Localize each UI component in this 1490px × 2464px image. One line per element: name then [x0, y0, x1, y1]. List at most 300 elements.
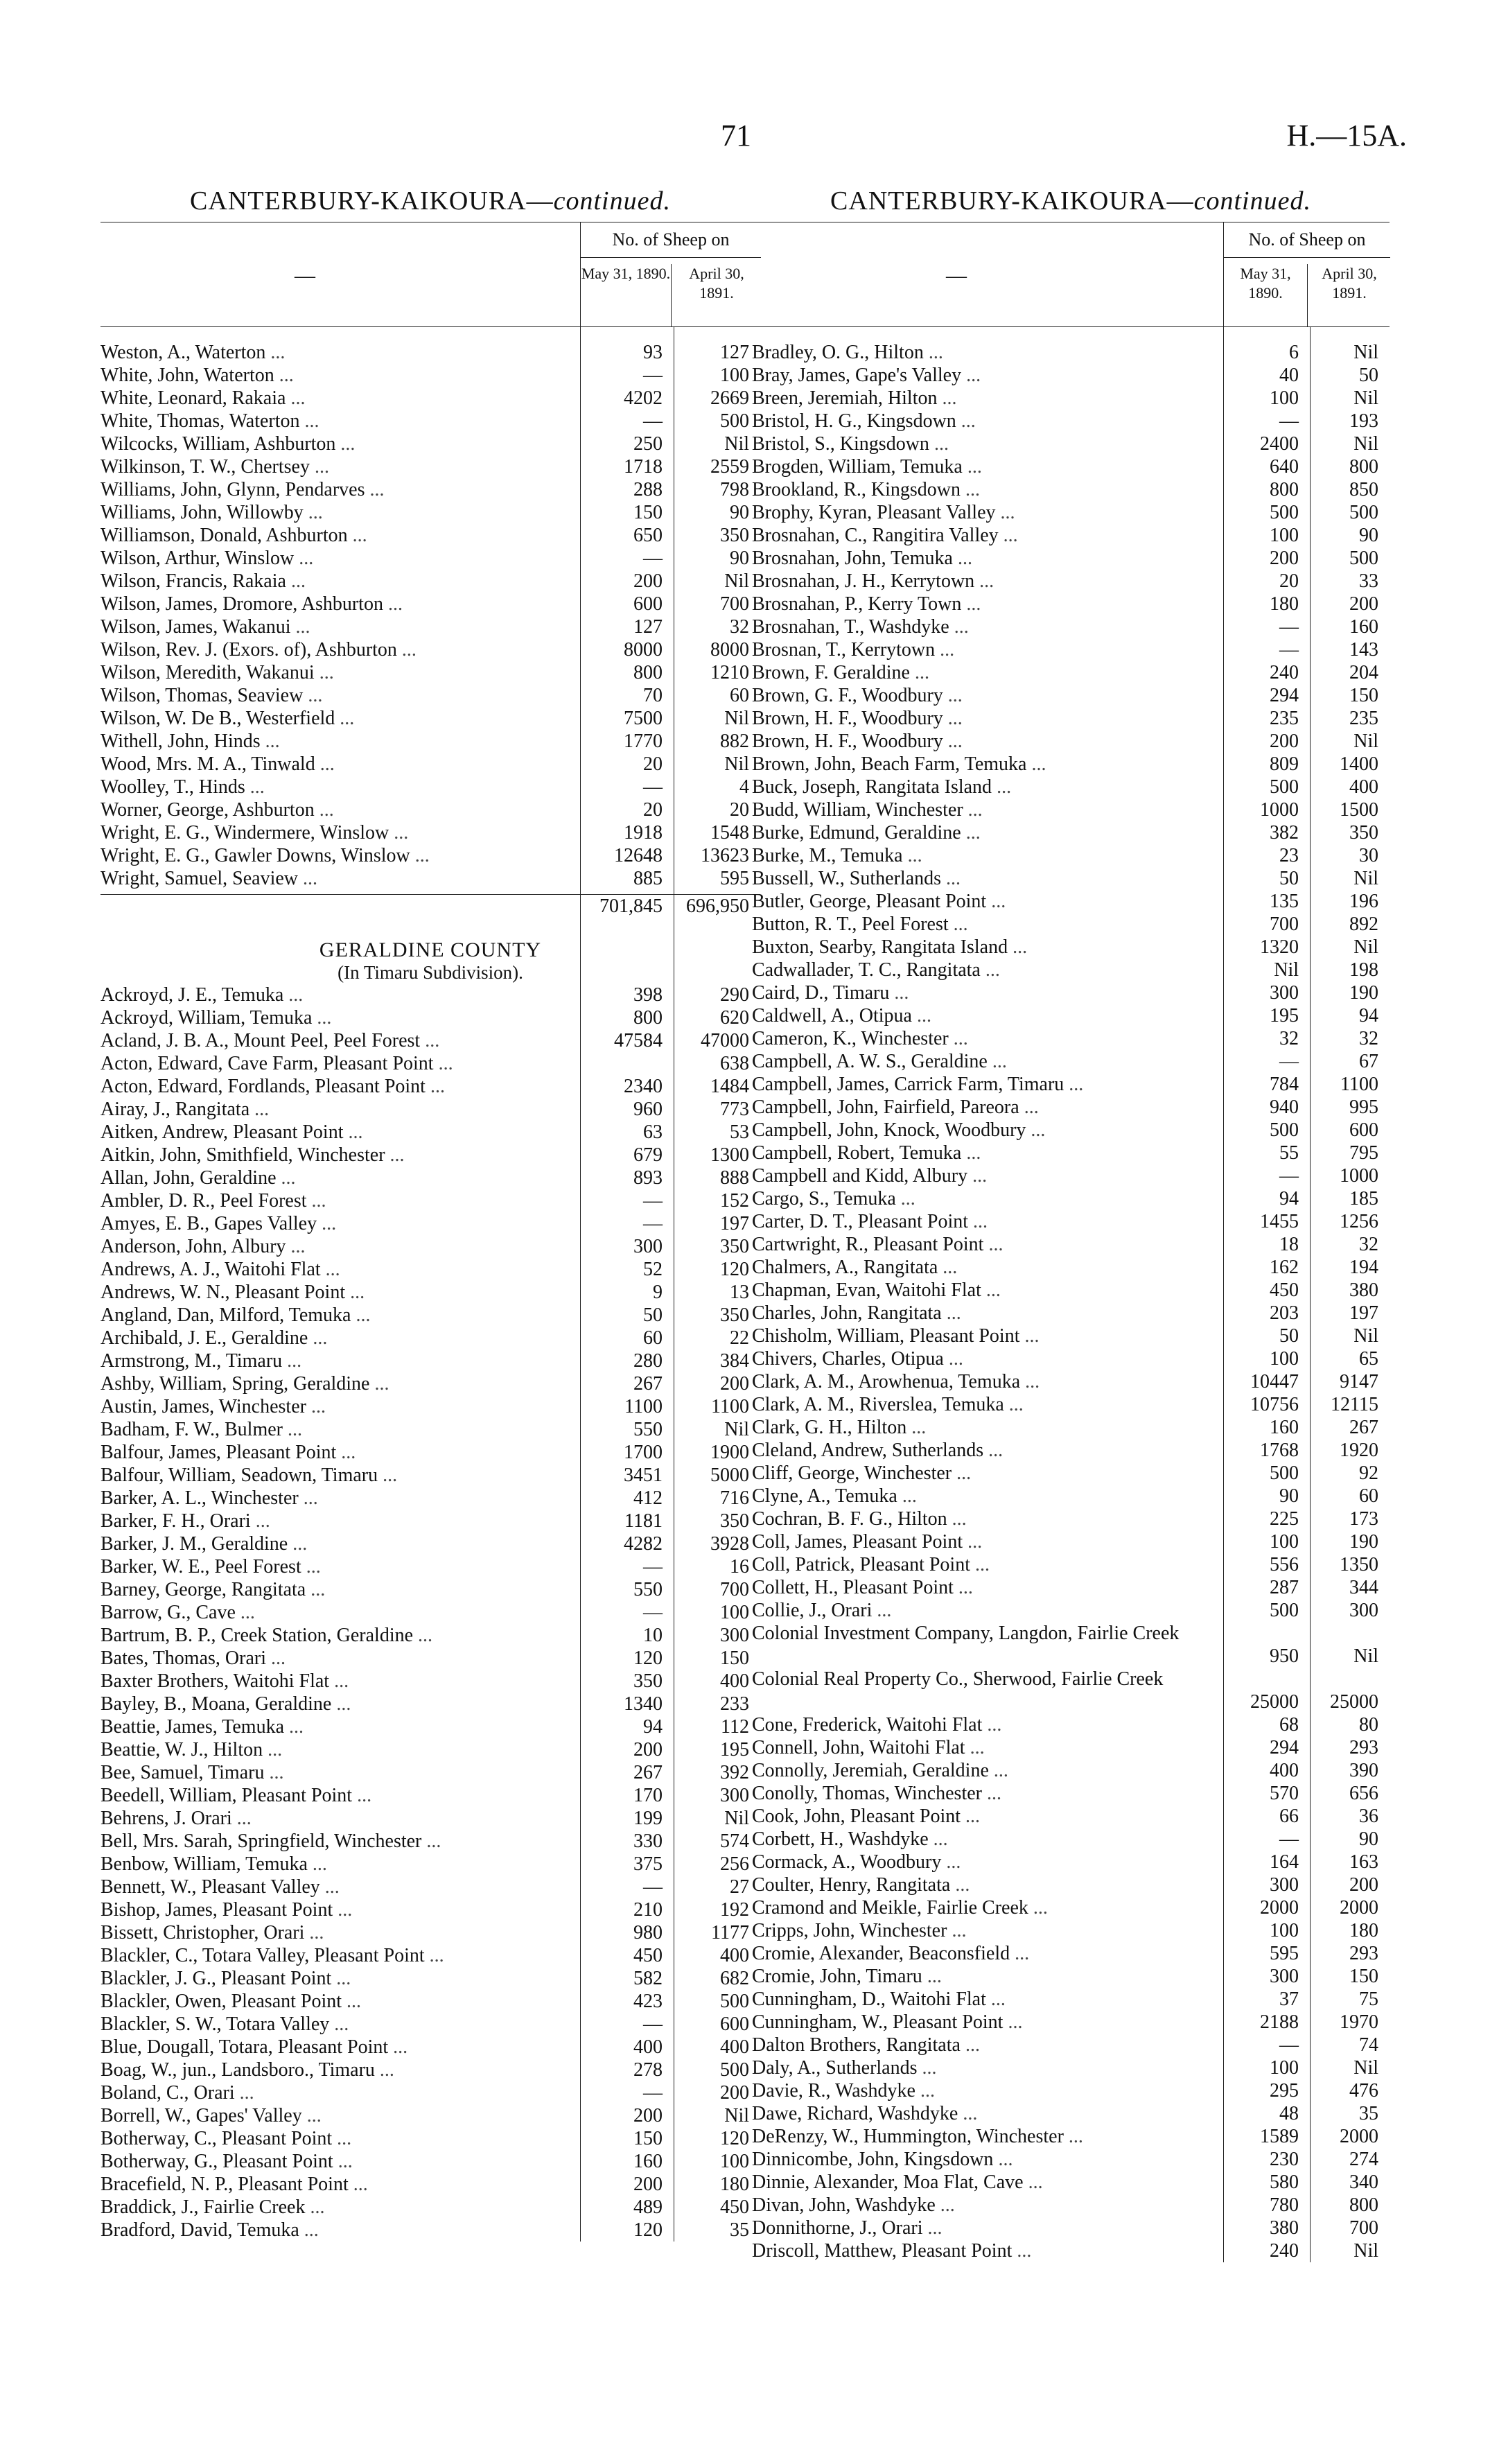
sheep-1890: 48 — [1279, 2103, 1299, 2124]
holder-name: Dawe, Richard, Washdyke — [752, 2103, 958, 2124]
table-row: Bracefield, N. P., Pleasant Point ... 200 180 — [100, 2173, 760, 2196]
holder-name: Beattie, James, Temuka — [100, 1716, 285, 1738]
table-row: Barker, W. E., Peel Forest ... — 16 — [100, 1555, 760, 1578]
table-row: Dinnie, Alexander, Moa Flat, Cave ... 580 340 — [752, 2171, 1390, 2194]
sheep-1891: 47000 — [701, 1030, 749, 1051]
sheep-1890: 100 — [1270, 2057, 1299, 2079]
sheep-1890: 893 — [633, 1167, 663, 1189]
sheep-1890: 100 — [1270, 1920, 1299, 1941]
sheep-1891: 90 — [1359, 525, 1378, 546]
sheep-1891: 293 — [1349, 1737, 1378, 1758]
sheep-1890: — — [1279, 1828, 1299, 1850]
sheep-1891: 256 — [720, 1853, 749, 1875]
table-row: Andrews, W. N., Pleasant Point ... 9 13 — [100, 1281, 760, 1304]
sheep-1891: 12115 — [1331, 1394, 1378, 1415]
sheep-1890: 1768 — [1260, 1440, 1299, 1461]
left-table-header — [100, 222, 760, 327]
holder-name: Boland, C., Orari — [100, 2082, 235, 2104]
sheep-1890: 100 — [1270, 1348, 1299, 1370]
sheep-1891: 716 — [720, 1487, 749, 1509]
sheep-1891: 392 — [720, 1762, 749, 1783]
table-row: Bayley, B., Moana, Geraldine ... 1340 233 — [100, 1693, 760, 1715]
table-row: Butler, George, Pleasant Point ... 135 196 — [752, 890, 1390, 913]
sheep-1890: 9 — [653, 1282, 663, 1303]
sheep-1890 — [580, 1052, 674, 1075]
sheep-1890: 250 — [633, 433, 663, 455]
holder-name: Carter, D. T., Pleasant Point — [752, 1211, 969, 1232]
holder-name: Aitkin, John, Smithfield, Winchester — [100, 1144, 385, 1166]
sheep-1890: 7500 — [624, 708, 663, 729]
right-column — [752, 180, 1390, 2262]
holder-name: Brosnahan, J. H., Kerrytown — [752, 570, 975, 592]
right-table-body — [752, 327, 1390, 2262]
sheep-1890: 10447 — [1250, 1371, 1299, 1392]
holder-name: Clark, G. H., Hilton — [752, 1417, 907, 1438]
holder-name: Brown, John, Beach Farm, Temuka — [752, 753, 1027, 775]
holder-name: Bayley, B., Moana, Geraldine — [100, 1693, 332, 1715]
sheep-1891: 32 — [1359, 1028, 1378, 1049]
table-row: Blackler, J. G., Pleasant Point ... 582 682 — [100, 1967, 760, 1990]
table-row: Campbell, James, Carrick Farm, Timaru ... 784 1100 — [752, 1073, 1390, 1096]
table-row: Barrow, G., Cave ... — 100 — [100, 1601, 760, 1624]
table-row: Allan, John, Geraldine ... 893 888 — [100, 1167, 760, 1189]
table-row: Campbell and Kidd, Albury ... — 1000 — [752, 1164, 1390, 1187]
table-row: Clark, A. M., Arowhenua, Temuka ... 10447 9147 — [752, 1370, 1390, 1393]
table-row: Bell, Mrs. Sarah, Springfield, Winchester ... 330 574 — [100, 1830, 760, 1853]
sheep-1890: — — [1279, 410, 1299, 432]
sheep-1890: 52 — [643, 1259, 663, 1280]
table-row: Woolley, T., Hinds ... — 4 — [100, 776, 760, 798]
table-row: Amyes, E. B., Gapes Valley ... — 197 — [100, 1212, 760, 1235]
sheep-1890: 450 — [1270, 1279, 1299, 1301]
table-row: Benbow, William, Temuka ... 375 256 — [100, 1853, 760, 1876]
page-reference: H.—15A. — [1286, 119, 1407, 152]
holder-name: Barker, W. E., Peel Forest — [100, 1556, 301, 1578]
sheep-1891: 600 — [1349, 1119, 1378, 1141]
sheep-1890: 287 — [1270, 1577, 1299, 1598]
holder-name: Coulter, Henry, Rangitata — [752, 1874, 951, 1896]
holder-name: Campbell, James, Carrick Farm, Timaru — [752, 1074, 1064, 1095]
left-column-title: CANTERBURY-KAIKOURA—continued. — [190, 186, 671, 216]
sheep-1890: 550 — [633, 1419, 663, 1440]
holder-name: Chapman, Evan, Waitohi Flat — [752, 1279, 981, 1301]
holder-name: Beattie, W. J., Hilton — [100, 1739, 263, 1760]
table-row: Armstrong, M., Timaru ... 280 384 — [100, 1349, 760, 1372]
sheep-1891: 850 — [1349, 479, 1378, 500]
sheep-1891: Nil — [1353, 2240, 1378, 2262]
sheep-1891: 290 — [720, 984, 749, 1006]
holder-name: Collett, H., Pleasant Point — [752, 1577, 954, 1598]
holder-name: Wilcocks, William, Ashburton — [100, 433, 336, 455]
total-row — [100, 894, 760, 918]
holder-name: Bradley, O. G., Hilton — [752, 342, 924, 363]
table-row: Acton, Edward, Fordlands, Pleasant Point ... 2340 1484 — [100, 1075, 760, 1098]
holder-name: Williams, John, Glynn, Pendarves — [100, 479, 365, 500]
table-row: Behrens, J. Orari ... 199 Nil — [100, 1807, 760, 1830]
table-row: Daly, A., Sutherlands ... 100 Nil — [752, 2056, 1390, 2079]
sheep-1890: 500 — [1270, 502, 1299, 523]
holder-name: Barker, A. L., Winchester — [100, 1487, 299, 1509]
table-row: Bradford, David, Temuka ... 120 35 — [100, 2219, 760, 2242]
sheep-1891: 200 — [1349, 1874, 1378, 1896]
sheep-1891: 1548 — [710, 822, 749, 844]
sheep-1890: 200 — [633, 1739, 663, 1760]
holder-name: Amyes, E. B., Gapes Valley — [100, 1213, 317, 1234]
table-row: Clark, G. H., Hilton ... 160 267 — [752, 1416, 1390, 1439]
table-row: Barney, George, Rangitata ... 550 700 — [100, 1578, 760, 1601]
sheep-1890: 94 — [1279, 1188, 1299, 1209]
sheep-1891: 1100 — [711, 1396, 749, 1417]
holder-name: Wright, E. G., Gawler Downs, Winslow — [100, 845, 410, 866]
sheep-1890: 60 — [643, 1327, 663, 1349]
sheep-1891: 300 — [720, 1785, 749, 1806]
holder-name: Andrews, W. N., Pleasant Point — [100, 1282, 346, 1303]
holder-name: Wright, Samuel, Seaview — [100, 868, 299, 889]
sheep-1890: 784 — [1270, 1074, 1299, 1095]
holder-name: Baxter Brothers, Waitohi Flat — [100, 1670, 330, 1692]
sheep-1891: 100 — [720, 365, 749, 386]
holder-name: Collie, J., Orari — [752, 1600, 873, 1621]
sheep-1891: 888 — [720, 1167, 749, 1189]
holder-name: Williamson, Donald, Ashburton — [100, 525, 348, 546]
sheep-1891: 25000 — [1330, 1691, 1378, 1713]
table-row: Wilson, Meredith, Wakanui ... 800 1210 — [100, 661, 760, 684]
holder-name: Blackler, C., Totara Valley, Pleasant Point — [100, 1945, 425, 1966]
sheep-1891: 500 — [720, 1991, 749, 2012]
sheep-1891: 196 — [1349, 891, 1378, 912]
total-1890: 701,845 — [599, 895, 663, 917]
table-row: Bissett, Christopher, Orari ... 980 1177 — [100, 1921, 760, 1944]
holder-name: DeRenzy, W., Hummington, Winchester — [752, 2126, 1064, 2147]
holder-name: Cormack, A., Woodbury — [752, 1851, 942, 1873]
sheep-1890: 20 — [1279, 570, 1299, 592]
sheep-1890: — — [643, 1602, 663, 1623]
sheep-1890: 300 — [1270, 982, 1299, 1004]
sheep-1891: 75 — [1359, 1989, 1378, 2010]
holder-name: Balfour, William, Seadown, Timaru — [100, 1465, 378, 1486]
holder-name: Brosnahan, John, Temuka — [752, 548, 953, 569]
holder-name: Braddick, J., Fairlie Creek — [100, 2196, 306, 2218]
holder-name: Campbell, John, Knock, Woodbury — [752, 1119, 1026, 1141]
holder-name: Brogden, William, Temuka — [752, 456, 963, 478]
holder-name: Driscoll, Matthew, Pleasant Point — [752, 2240, 1013, 2262]
sheep-1891: 700 — [720, 593, 749, 615]
sheep-1890: 300 — [1270, 1966, 1299, 1987]
sheep-1890: — — [1279, 1165, 1299, 1187]
sheep-1891: 90 — [730, 548, 749, 569]
sheep-1890: 2340 — [624, 1076, 663, 1097]
sheep-1890: 489 — [633, 2196, 663, 2218]
sheep-1891: 380 — [1349, 1279, 1378, 1301]
table-row: Cameron, K., Winchester ... 32 32 — [752, 1027, 1390, 1050]
sheep-1891: Nil — [1353, 868, 1378, 889]
table-row: Boland, C., Orari ... — 200 — [100, 2081, 760, 2104]
table-row: Wright, E. G., Gawler Downs, Winslow ... 12648 13623 — [100, 844, 760, 867]
holder-name: Connell, John, Waitohi Flat — [752, 1737, 965, 1758]
sheep-1891: 798 — [720, 479, 749, 500]
sheep-1891: 293 — [1349, 1943, 1378, 1964]
table-row: Aitken, Andrew, Pleasant Point ... 63 53 — [100, 1121, 760, 1144]
sheep-1891: 80 — [1359, 1714, 1378, 1736]
sheep-1891: 94 — [1359, 1005, 1378, 1026]
table-row: Cone, Frederick, Waitohi Flat ... 68 80 — [752, 1713, 1390, 1736]
sheep-1890: 450 — [633, 1945, 663, 1966]
sheep-1890: — — [643, 548, 663, 569]
sheep-1890: 809 — [1270, 753, 1299, 775]
sheep-1891: 1920 — [1340, 1440, 1378, 1461]
sheep-1891: 235 — [1349, 708, 1378, 729]
sheep-1891: 795 — [1349, 1142, 1378, 1164]
holder-name: Cadwallader, T. C., Rangitata — [752, 959, 981, 981]
table-row: Chisholm, William, Pleasant Point ... 50 Nil — [752, 1325, 1390, 1347]
holder-name: Woolley, T., Hinds — [100, 776, 245, 798]
holder-name: Cleland, Andrew, Sutherlands — [752, 1440, 984, 1461]
sheep-1890: 582 — [633, 1968, 663, 1989]
sheep-1891: Nil — [1353, 387, 1378, 409]
sheep-1891: 200 — [720, 2082, 749, 2104]
sheep-1890: 50 — [1279, 1325, 1299, 1347]
table-row: Braddick, J., Fairlie Creek ... 489 450 — [100, 2196, 760, 2219]
table-row: Beedell, William, Pleasant Point ... 170 300 — [100, 1784, 760, 1807]
sheep-1891: 143 — [1349, 639, 1378, 661]
holder-name: Butler, George, Pleasant Point — [752, 891, 987, 912]
table-row: Cunningham, W., Pleasant Point ... 2188 1970 — [752, 2011, 1390, 2034]
sheep-1891: 1000 — [1340, 1165, 1378, 1187]
sheep-1890: 20 — [643, 753, 663, 775]
sheep-1890: — — [643, 410, 663, 432]
sheep-1890: 800 — [633, 1007, 663, 1029]
table-row: Breen, Jeremiah, Hilton ... 100 Nil — [752, 387, 1390, 410]
table-row: Blackler, Owen, Pleasant Point ... 423 500 — [100, 1990, 760, 2013]
sheep-1891: 400 — [720, 1670, 749, 1692]
may-1890-header: May 31, 1890. — [1240, 265, 1291, 302]
sheep-1891: 36 — [1359, 1806, 1378, 1827]
sheep-1890: 100 — [1270, 1531, 1299, 1553]
table-row: Chivers, Charles, Otipua ... 100 65 — [752, 1347, 1390, 1370]
sheep-1890: 940 — [1270, 1096, 1299, 1118]
holder-name: Button, R. T., Peel Forest — [752, 914, 949, 935]
sheep-1890: 225 — [1270, 1508, 1299, 1530]
sheep-1891: 620 — [720, 1007, 749, 1029]
table-row: Brosnahan, T., Washdyke ... — 160 — [752, 615, 1390, 638]
holder-name: Anderson, John, Albury — [100, 1236, 286, 1257]
holder-name: White, Thomas, Waterton — [100, 410, 300, 432]
holder-name: Bray, James, Gape's Valley — [752, 365, 962, 386]
holder-name: Bussell, W., Sutherlands — [752, 868, 942, 889]
sheep-1891: 90 — [1359, 1828, 1378, 1850]
sheep-1891: 5000 — [710, 1465, 749, 1486]
sheep-1891: 350 — [720, 525, 749, 546]
table-row: Blackler, S. W., Totara Valley ... — 600 — [100, 2013, 760, 2036]
table-row: Collett, H., Pleasant Point ... 287 344 — [752, 1576, 1390, 1599]
holder-name: Ambler, D. R., Peel Forest — [100, 1190, 307, 1212]
sheep-1890: — — [1279, 1051, 1299, 1072]
holder-name: Wilson, Arthur, Winslow — [100, 548, 295, 569]
sheep-1891: Nil — [1353, 342, 1378, 363]
holder-name: Bristol, H. G., Kingsdown — [752, 410, 956, 432]
sheep-1890: 679 — [633, 1144, 663, 1166]
sheep-1890: 300 — [633, 1236, 663, 1257]
sheep-1891: 100 — [720, 2151, 749, 2172]
sheep-1891: 500 — [1349, 548, 1378, 569]
sheep-1891: 2669 — [710, 387, 749, 409]
sheep-1891: 194 — [1349, 1257, 1378, 1278]
table-row — [752, 1668, 1390, 1713]
sheep-1891: 1970 — [1340, 2011, 1378, 2033]
section-heading: GERALDINE COUNTY — [319, 938, 542, 961]
table-row: Buck, Joseph, Rangitata Island ... 500 400 — [752, 776, 1390, 798]
holder-name: Daly, A., Sutherlands — [752, 2057, 918, 2079]
sheep-1891: 1500 — [1340, 799, 1378, 821]
table-row: Brown, John, Beach Farm, Temuka ... 809 1400 — [752, 753, 1390, 776]
sheep-1890: 150 — [633, 502, 663, 523]
holder-name: Cameron, K., Winchester — [752, 1028, 949, 1049]
sheep-1891: 67 — [1359, 1051, 1378, 1072]
sheep-1891: Nil — [724, 1419, 749, 1440]
sheep-1891: 35 — [1359, 2103, 1378, 2124]
sheep-1890: — — [643, 365, 663, 386]
holder-name: Acton, Edward, Fordlands, Pleasant Point — [100, 1076, 426, 1097]
holder-name: Bristol, S., Kingsdown — [752, 433, 929, 455]
table-row: Cramond and Meikle, Fairlie Creek ... 2000 2000 — [752, 1896, 1390, 1919]
sheep-1891: 638 — [720, 1053, 749, 1074]
sheep-1890: 570 — [1270, 1783, 1299, 1804]
sheep-1890: 375 — [633, 1853, 663, 1875]
sheep-1891: 340 — [1349, 2172, 1378, 2193]
sheep-1891: Nil — [1353, 433, 1378, 455]
sheep-1890: 200 — [633, 570, 663, 592]
sheep-1891: Nil — [724, 433, 749, 455]
sheep-1891: 1300 — [710, 1144, 749, 1166]
holder-name: Behrens, J. Orari — [100, 1808, 232, 1829]
table-row: Bates, Thomas, Orari ... 120 150 — [100, 1647, 760, 1670]
sheep-1891: 2000 — [1340, 1897, 1378, 1919]
sheep-1890: 423 — [633, 1991, 663, 2012]
table-row: Bray, James, Gape's Valley ... 40 50 — [752, 364, 1390, 387]
holder-name: Campbell, John, Fairfield, Pareora — [752, 1096, 1019, 1118]
sheep-1890: 1100 — [624, 1396, 663, 1417]
table-row: Campbell, John, Fairfield, Pareora ... 940 995 — [752, 1096, 1390, 1119]
sheep-1891: Nil — [724, 708, 749, 729]
table-row: Connell, John, Waitohi Flat ... 294 293 — [752, 1736, 1390, 1759]
sheep-1890: 170 — [633, 1785, 663, 1806]
sheep-1890: 3451 — [624, 1465, 663, 1486]
sheep-1890: 2188 — [1260, 2011, 1299, 2033]
holder-name: Barrow, G., Cave — [100, 1602, 236, 1623]
table-row: Brosnahan, C., Rangitira Valley ... 100 90 — [752, 524, 1390, 547]
holder-name: Balfour, James, Pleasant Point — [100, 1442, 337, 1463]
table-row: Aitkin, John, Smithfield, Winchester ... 679 1300 — [100, 1144, 760, 1167]
sheep-1890: 580 — [1270, 2172, 1299, 2193]
sheep-1890: 120 — [633, 1648, 663, 1669]
sheep-1891: 300 — [720, 1625, 749, 1646]
holder-name: Brosnahan, C., Rangitira Valley — [752, 525, 999, 546]
sheep-1891: 344 — [1349, 1577, 1378, 1598]
table-row: Brosnahan, John, Temuka ... 200 500 — [752, 547, 1390, 570]
holder-name: Blackler, S. W., Totara Valley — [100, 2013, 330, 2035]
sheep-1891: 192 — [720, 1899, 749, 1921]
sheep-1891: 400 — [1349, 776, 1378, 798]
table-row: Balfour, James, Pleasant Point ... 1700 1900 — [100, 1441, 760, 1464]
table-row: Burke, M., Temuka ... 23 30 — [752, 844, 1390, 867]
table-row: Blackler, C., Totara Valley, Pleasant Point ... 450 400 — [100, 1944, 760, 1967]
sheep-1890: 885 — [633, 868, 663, 889]
sheep-1890: 18 — [1279, 1234, 1299, 1255]
sheep-1891: 350 — [720, 1510, 749, 1532]
table-row: Divan, John, Washdyke ... 780 800 — [752, 2194, 1390, 2217]
sheep-1891: 150 — [1349, 1966, 1378, 1987]
holder-name: Cone, Frederick, Waitohi Flat — [752, 1714, 983, 1736]
table-row: Ambler, D. R., Peel Forest ... — 152 — [100, 1189, 760, 1212]
sheep-1890: 164 — [1270, 1851, 1299, 1873]
sheep-1890: 295 — [1270, 2080, 1299, 2102]
holder-name: Williams, John, Willowby — [100, 502, 304, 523]
holder-name: Angland, Dan, Milford, Temuka — [100, 1304, 351, 1326]
sheep-1890: 50 — [1279, 868, 1299, 889]
right-table-header — [752, 222, 1390, 327]
sheep-1890: 162 — [1270, 1257, 1299, 1278]
holder-name: Bennett, W., Pleasant Valley — [100, 1876, 320, 1898]
sheep-1891: 60 — [730, 685, 749, 706]
table-row: Bennett, W., Pleasant Valley ... — 27 — [100, 1876, 760, 1898]
table-row: Bristol, S., Kingsdown ... 2400 Nil — [752, 432, 1390, 455]
table-row: Campbell, John, Knock, Woodbury ... 500 600 — [752, 1119, 1390, 1142]
sheep-1891: 190 — [1349, 1531, 1378, 1553]
holder-name: Bates, Thomas, Orari — [100, 1648, 266, 1669]
holder-name: Caird, D., Timaru — [752, 982, 890, 1004]
holder-name: Brown, H. F., Woodbury — [752, 731, 943, 752]
holder-name: Brown, G. F., Woodbury — [752, 685, 943, 706]
sheep-1890: 199 — [633, 1808, 663, 1829]
table-row: Cochran, B. F. G., Hilton ... 225 173 — [752, 1508, 1390, 1530]
table-row: Brown, G. F., Woodbury ... 294 150 — [752, 684, 1390, 707]
holder-name: Clark, A. M., Arowhenua, Temuka — [752, 1371, 1021, 1392]
sheep-1890: 94 — [643, 1716, 663, 1738]
holder-name: Bishop, James, Pleasant Point — [100, 1899, 333, 1921]
table-row: White, John, Waterton ... — 100 — [100, 364, 760, 387]
sheep-1891: 50 — [1359, 365, 1378, 386]
holder-name: Chalmers, A., Rangitata — [752, 1257, 938, 1278]
sheep-1890: Nil — [1274, 959, 1299, 981]
sheep-1891: 152 — [720, 1190, 749, 1212]
sheep-1890: — — [1279, 639, 1299, 661]
holder-name: Breen, Jeremiah, Hilton — [752, 387, 938, 409]
sheep-1890: 1918 — [624, 822, 663, 844]
table-row: Williamson, Donald, Ashburton ... 650 350 — [100, 524, 760, 547]
table-row: Andrews, A. J., Waitohi Flat ... 52 120 — [100, 1258, 760, 1281]
holder-name: Boag, W., jun., Landsboro., Timaru — [100, 2059, 375, 2081]
table-row: Barker, A. L., Winchester ... 412 716 — [100, 1487, 760, 1510]
table-row: Connolly, Jeremiah, Geraldine ... 400 390 — [752, 1759, 1390, 1782]
sheep-1890: 6 — [1289, 342, 1299, 363]
holder-name: Blue, Dougall, Totara, Pleasant Point — [100, 2036, 389, 2058]
holder-name: Coll, Patrick, Pleasant Point — [752, 1554, 970, 1575]
table-row: Brookland, R., Kingsdown ... 800 850 — [752, 478, 1390, 501]
sheep-1891: 1900 — [710, 1442, 749, 1463]
holder-name: White, John, Waterton — [100, 365, 274, 386]
sheep-1890: 160 — [633, 2151, 663, 2172]
page-number: 71 — [721, 119, 751, 152]
sheep-1891: 13623 — [701, 845, 749, 866]
sheep-1890: 780 — [1270, 2194, 1299, 2216]
sheep-1890: 70 — [643, 685, 663, 706]
holder-name: Donnithorne, J., Orari — [752, 2217, 923, 2239]
table-row: Bartrum, B. P., Creek Station, Geraldine ... 10 300 — [100, 1624, 760, 1647]
table-row: Brosnahan, J. H., Kerrytown ... 20 33 — [752, 570, 1390, 593]
holder-name: Caldwell, A., Otipua — [752, 1005, 912, 1026]
table-row: Bradley, O. G., Hilton ... 6 Nil — [752, 341, 1390, 364]
sheep-1890: 210 — [633, 1899, 663, 1921]
